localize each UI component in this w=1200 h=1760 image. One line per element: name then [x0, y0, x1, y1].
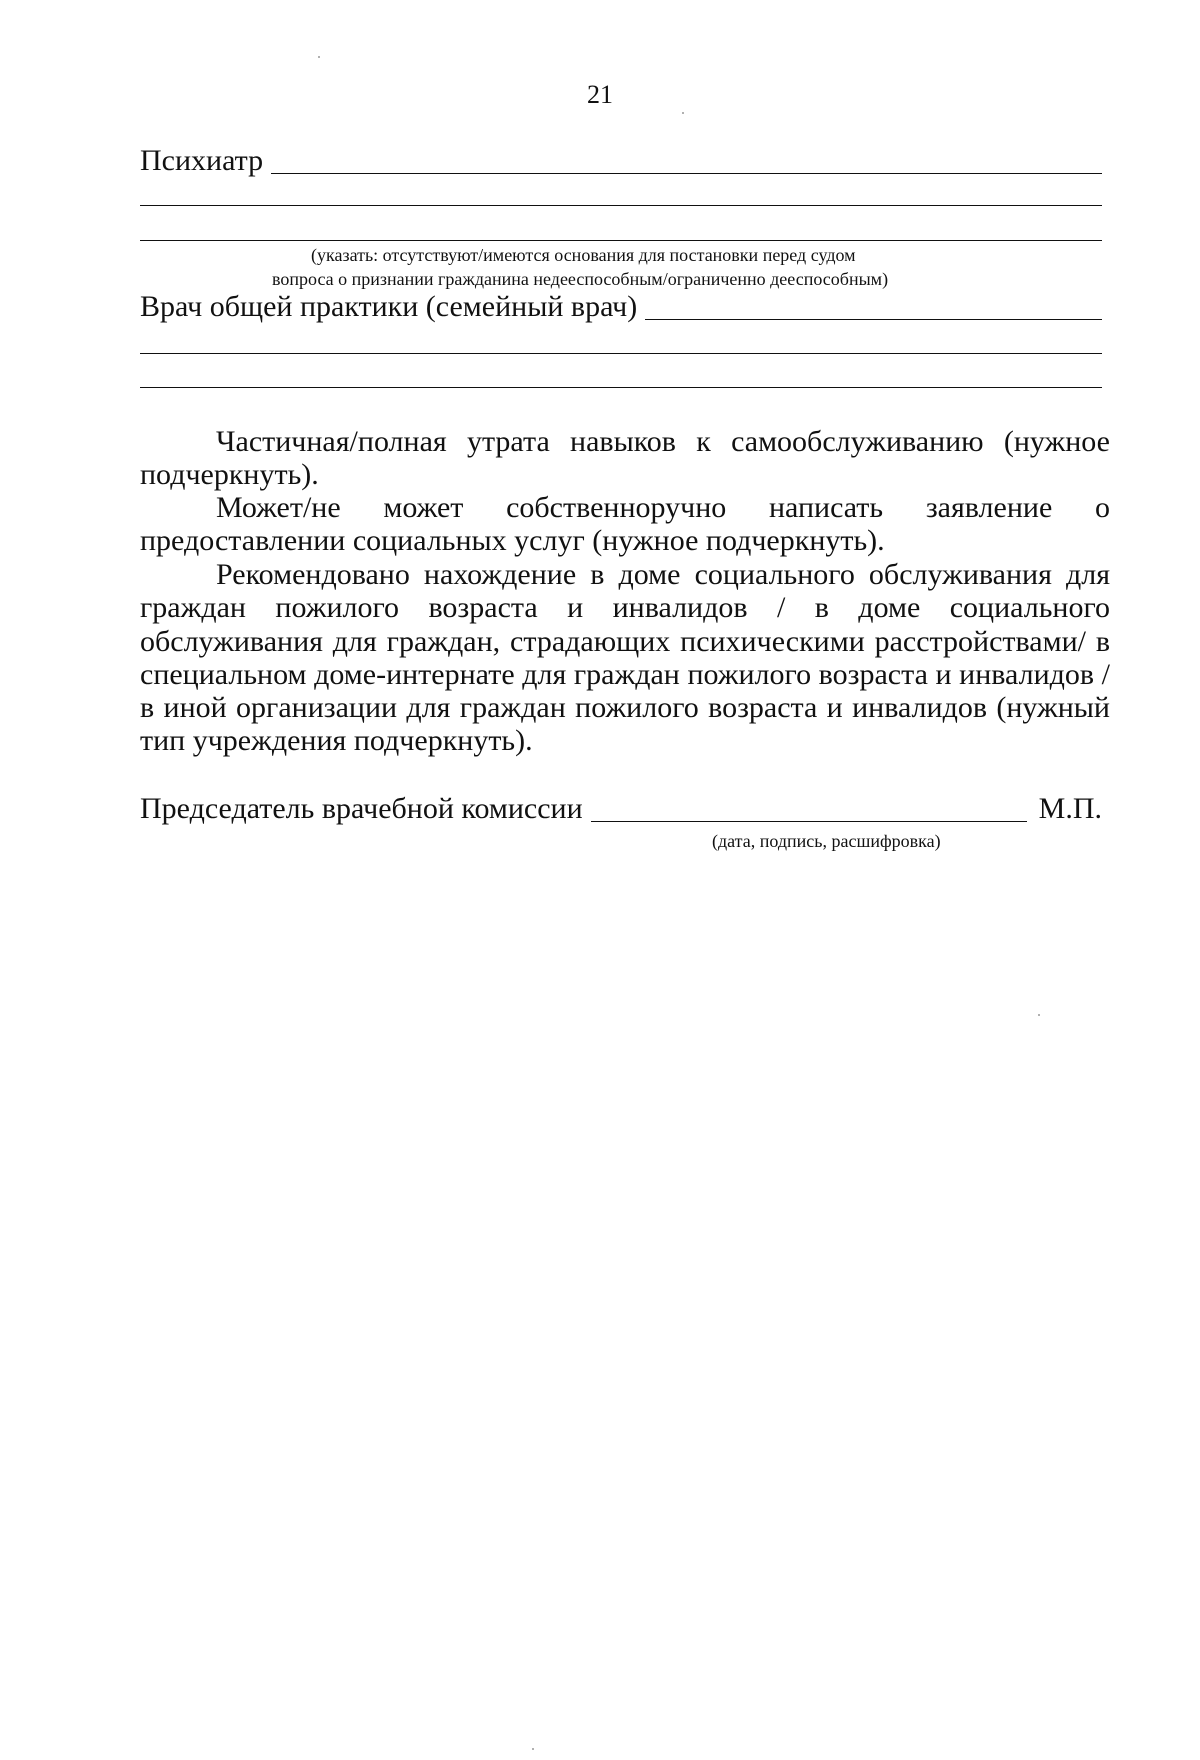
general-practitioner-line-3 — [140, 387, 1102, 388]
page-number: 21 — [587, 80, 613, 109]
paragraph-written-application: Может/не может собственноручно написать заявление о предоставлении социальных услуг (нужное подчеркнуть). — [140, 491, 1110, 558]
scan-speck — [682, 112, 684, 114]
chairman-signature-line — [591, 820, 1027, 822]
chairman-label: Председатель врачебной комиссии — [140, 792, 583, 825]
general-practitioner-field — [140, 290, 1102, 324]
psychiatrist-signature-line — [271, 172, 1102, 174]
scan-speck — [1038, 1014, 1040, 1016]
psychiatrist-field — [140, 144, 1102, 178]
psychiatrist-line-3 — [140, 240, 1102, 241]
psychiatrist-line-2 — [140, 205, 1102, 206]
scan-speck — [318, 56, 320, 58]
scan-speck — [532, 1748, 534, 1750]
psychiatrist-note-line-1: (указать: отсутствуют/имеются основания для постановки перед судом — [311, 245, 856, 265]
chairman-field — [140, 792, 1102, 826]
paragraph-recommendation: Рекомендовано нахождение в доме социального обслуживания для граждан пожилого возраста и инвалидов / в доме социального обслуживания для граждан, страдающих психическими расстройствами/ в специальном доме-интернате для граждан пожилого возраста и инвалидов / в иной организации для граждан пожилого возраста и инвалидов (нужный тип учреждения подчеркнуть). — [140, 558, 1110, 758]
paragraph-self-care: Частичная/полная утрата навыков к самообслуживанию (нужное подчеркнуть). — [140, 425, 1110, 492]
seal-place-label: М.П. — [1038, 792, 1102, 825]
psychiatrist-note-line-2: вопроса о признании гражданина недееспособным/ограниченно дееспособным) — [272, 269, 889, 289]
chairman-caption: (дата, подпись, расшифровка) — [712, 831, 941, 851]
general-practitioner-label: Врач общей практики (семейный врач) — [140, 290, 638, 323]
general-practitioner-line-2 — [140, 353, 1102, 354]
general-practitioner-signature-line — [645, 318, 1102, 320]
psychiatrist-label: Психиатр — [140, 144, 264, 177]
